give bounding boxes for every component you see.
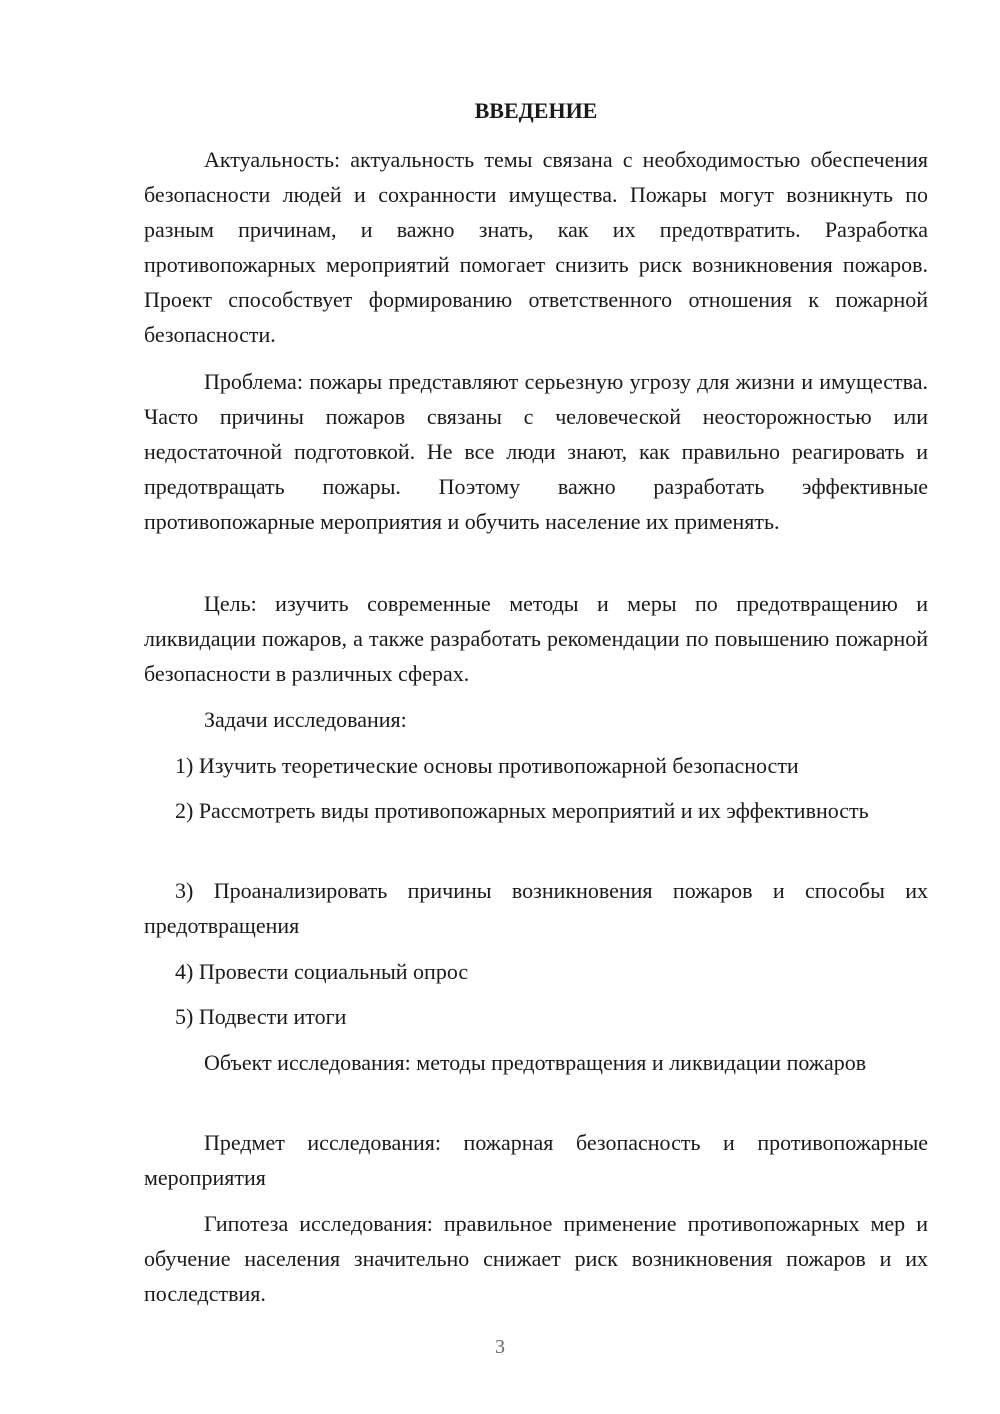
list-item-task-5: 5) Подвести итоги	[175, 1004, 347, 1029]
paragraph-subject: Предмет исследования: пожарная безопасность и противопожарные мероприятия	[144, 1130, 928, 1190]
list-item-task-4: 4) Провести социальный опрос	[175, 959, 469, 984]
paragraph-object: Объект исследования: методы предотвращения и ликвидации пожаров	[204, 1050, 867, 1075]
paragraph-hypothesis: Гипотеза исследования: правильное применение противопожарных мер и обучение населения значительно снижает риск возникновения пожаров и их последствия.	[144, 1211, 928, 1306]
list-item-task-3: 3) Проанализировать причины возникновения пожаров и способы их предотвращения	[144, 878, 928, 938]
paragraph-goal: Цель: изучить современные методы и меры по предотвращению и ликвидации пожаров, а также разработать рекомендации по повышению пожарной безопасности в различных сферах.	[144, 591, 928, 686]
list-item-task-2: 2) Рассмотреть виды противопожарных мероприятий и их эффективность	[175, 798, 869, 823]
paragraph-problem: Проблема: пожары представляют серьезную угрозу для жизни и имущества. Часто причины пожаров связаны с человеческой неосторожностью или недостаточной подготовкой. Не все люди знают, как правильно реагировать и предотвращать пожары. Поэтому важно разработать эффективные противопожарные мероприятия и обучить население их применять.	[144, 369, 928, 534]
list-item-task-1: 1) Изучить теоретические основы противопожарной безопасности	[175, 753, 799, 778]
paragraph-tasks-heading: Задачи исследования:	[204, 707, 407, 732]
paragraph-relevance: Актуальность: актуальность темы связана с необходимостью обеспечения безопасности людей и сохранности имущества. Пожары могут возникнуть по разным причинам, и важно знать, как их предотвратить. Разработка противопожарных мероприятий помогает снизить риск возникновения пожаров. Проект способствует формированию ответственного отношения к пожарной безопасности.	[144, 147, 928, 347]
page-title: ВВЕДЕНИЕ	[474, 98, 598, 123]
page-number: 3	[495, 1336, 505, 1358]
